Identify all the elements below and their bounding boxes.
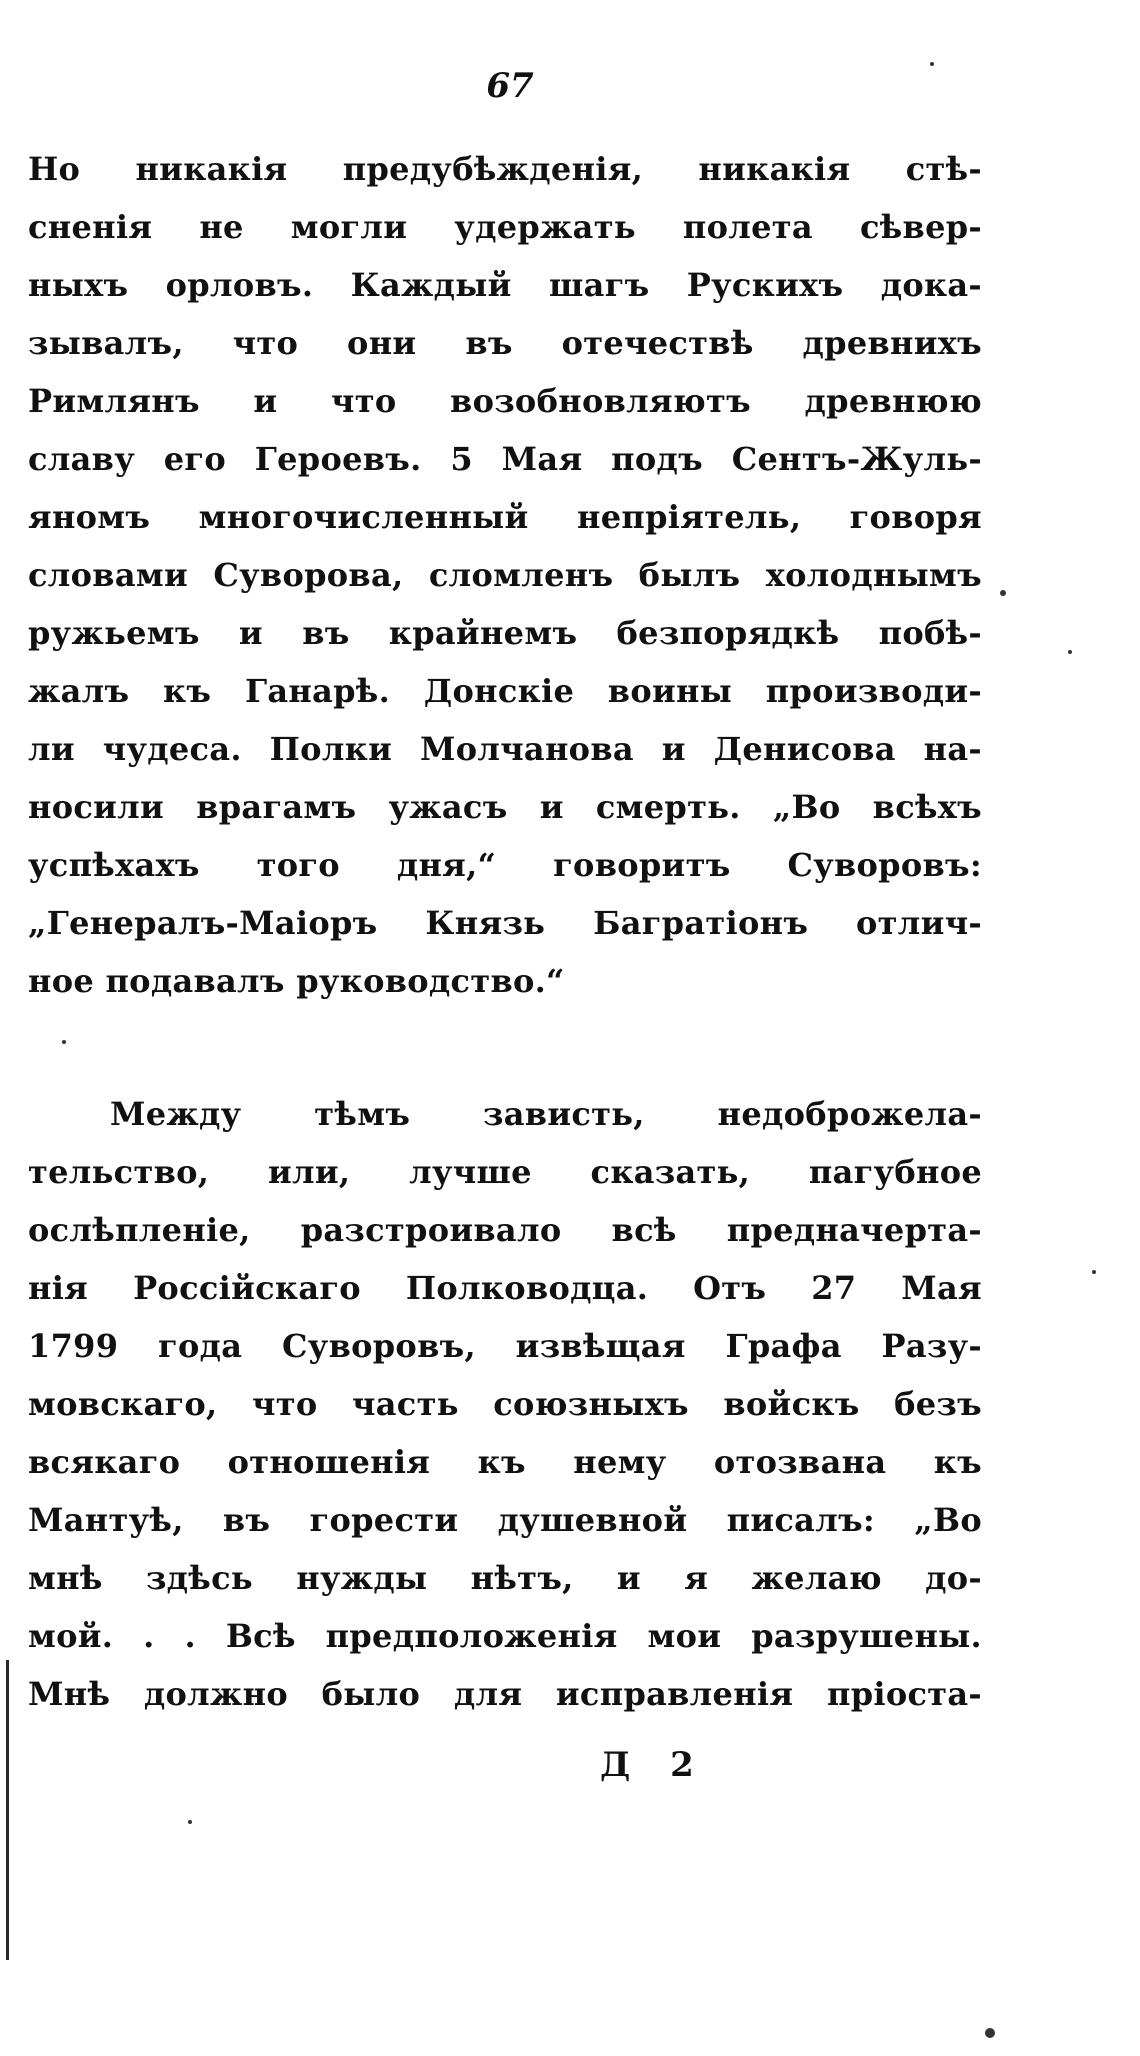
- signature-mark: Д 2: [600, 1745, 708, 1785]
- text-line: мнѣ здѣсь нужды нѣтъ, и я желаю до-: [28, 1559, 982, 1597]
- text-line: ли чудеса. Полки Молчанова и Денисова на-: [28, 730, 982, 768]
- print-speck: [62, 1040, 66, 1044]
- text-line: ослѣпленіе, разстроивало всѣ предначерта-: [28, 1211, 982, 1249]
- text-line: мой. . . Всѣ предположенія мои разрушены.: [28, 1617, 982, 1655]
- text-line: 1799 года Суворовъ, извѣщая Графа Разу-: [28, 1327, 982, 1365]
- text-line: всякаго отношенія къ нему отозвана къ: [28, 1443, 982, 1481]
- text-line: Между тѣмъ зависть, недоброжела-: [110, 1095, 982, 1133]
- text-line: тельство, или, лучше сказать, пагубное: [28, 1153, 982, 1191]
- text-line: Римлянъ и что возобновляютъ древнюю: [28, 382, 982, 420]
- text-line: Мнѣ должно было для исправленія пріоста-: [28, 1675, 982, 1713]
- text-line: Но никакія предубѣжденія, никакія стѣ-: [28, 150, 982, 188]
- text-line: носили врагамъ ужасъ и смерть. „Во всѣхъ: [28, 788, 982, 826]
- text-line: словами Суворова, сломленъ былъ холоднымъ: [28, 556, 982, 594]
- page-number: 67: [486, 66, 534, 106]
- text-line: мовскаго, что часть союзныхъ войскъ безъ: [28, 1385, 982, 1423]
- print-speck: [1000, 590, 1006, 596]
- paragraph-1: [28, 140, 982, 1010]
- page-edge-line: [6, 1660, 9, 1960]
- print-speck: [930, 62, 934, 66]
- print-speck: [1092, 1270, 1096, 1274]
- text-line: славу его Героевъ. 5 Мая подъ Сентъ-Жуль-: [28, 440, 982, 478]
- text-line: ныхъ орловъ. Каждый шагъ Рускихъ дока-: [28, 266, 982, 304]
- text-line: Мантуѣ, въ горести душевной писалъ: „Во: [28, 1501, 982, 1539]
- text-line: сненія не могли удержать полета сѣвер-: [28, 208, 982, 246]
- text-line: ружьемъ и въ крайнемъ безпорядкѣ побѣ-: [28, 614, 982, 652]
- text-line: „Генералъ-Маіоръ Князь Багратіонъ отлич-: [28, 904, 982, 942]
- print-speck: [1068, 650, 1072, 654]
- text-line: зывалъ, что они въ отечествѣ древнихъ: [28, 324, 982, 362]
- text-line: нія Россійскаго Полководца. Отъ 27 Мая: [28, 1269, 982, 1307]
- text-line: успѣхахъ того дня,“ говоритъ Суворовъ:: [28, 846, 982, 884]
- text-line: жалъ къ Ганарѣ. Донскіе воины производи-: [28, 672, 982, 710]
- paragraph-2: [28, 1085, 982, 1723]
- print-speck: [188, 1820, 192, 1824]
- text-line: ное подавалъ руководство.“: [28, 962, 565, 1000]
- print-speck: [985, 2028, 995, 2038]
- text-line: яномъ многочисленный непріятель, говоря: [28, 498, 982, 536]
